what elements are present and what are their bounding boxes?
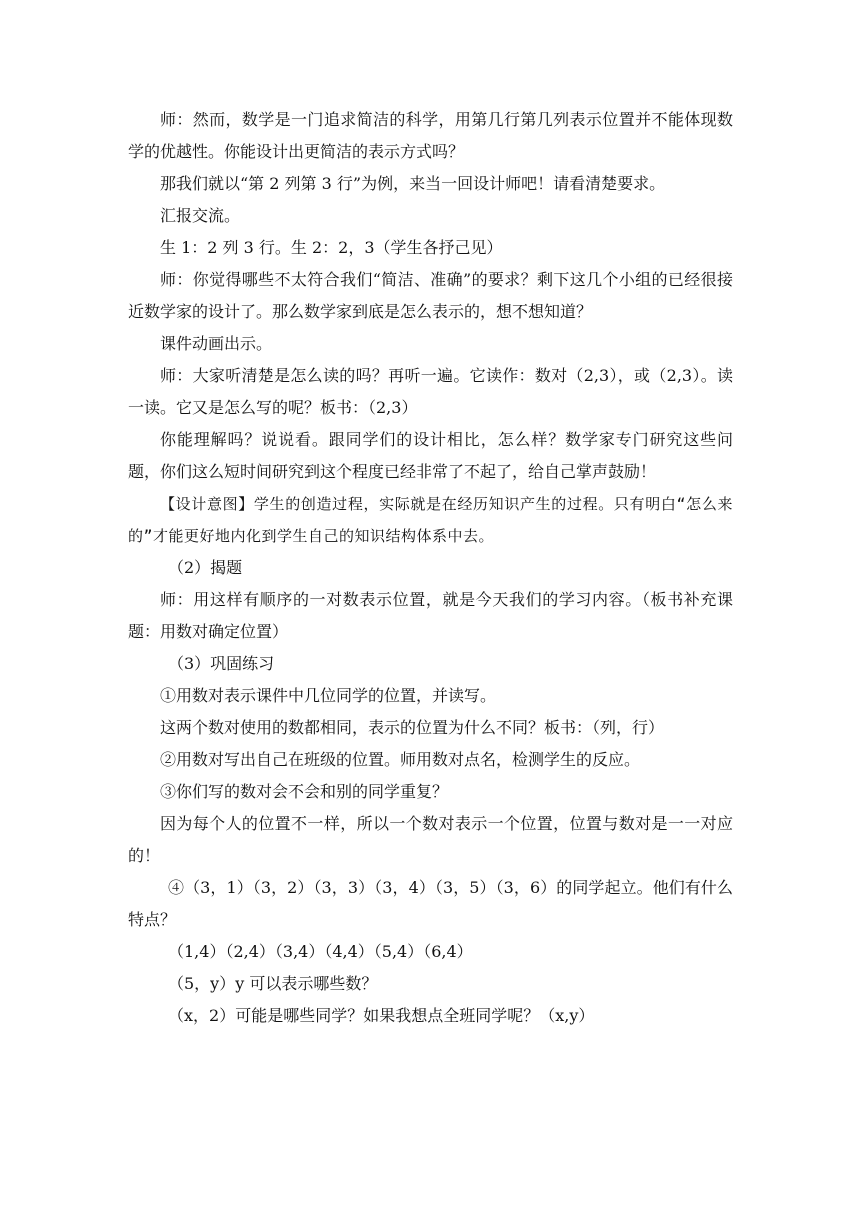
document-body	[128, 104, 733, 1032]
paragraph-animation: 课件动画出示。	[160, 334, 273, 353]
paragraph-topic-heading: （2）揭题	[168, 558, 243, 577]
paragraph-design-intent: 【设计意图】学生的创造过程，实际就是在经历知识产生的过程。只有明白“怎么来的”才能更好地内化到学生自己的知识结构体系中去。	[128, 495, 733, 545]
paragraph-practice-heading: （3）巩固练习	[168, 654, 275, 673]
paragraph-pair-list: （1,4）（2,4）（3,4）（4,4）（5,4）（6,4）	[168, 942, 473, 961]
paragraph-practice-4: ④（3，1）（3，2）（3，3）（3，4）（3，5）（3，6）的同学起立。他们有什么特点？	[128, 878, 733, 929]
paragraph-topic: 师：用这样有顺序的一对数表示位置，就是今天我们的学习内容。（板书补充课题：用数对确定位置）	[128, 590, 733, 641]
paragraph-report: 汇报交流。	[160, 206, 241, 225]
paragraph-practice-1: ①用数对表示课件中几位同学的位置，并读写。	[160, 686, 497, 705]
paragraph-reading-pair: 师：大家听清楚是怎么读的吗？再听一遍。它读作：数对（2,3），或（2,3）。读一读。它又是怎么写的呢？板书：（2,3）	[128, 366, 733, 417]
paragraph-practice-3: ③你们写的数对会不会和别的同学重复？	[160, 782, 449, 801]
paragraph-practice-2: ②用数对写出自己在班级的位置。师用数对点名，检测学生的反应。	[160, 750, 641, 769]
paragraph-variable-y: （5，y）y 可以表示哪些数？	[168, 974, 378, 993]
paragraph-design-task: 那我们就以“第 2 列第 3 行”为例，来当一回设计师吧！请看清楚要求。	[160, 174, 666, 193]
paragraph-teacher-question: 师：你觉得哪些不太符合我们“简洁、准确”的要求？剩下这几个小组的已经很接近数学家的设计了。那么数学家到底是怎么表示的，想不想知道？	[128, 270, 733, 321]
paragraph-understanding: 你能理解吗？说说看。跟同学们的设计相比，怎么样？数学家专门研究这些问题，你们这么短时间研究到这个程度已经非常了不起了，给自己掌声鼓励！	[128, 430, 733, 481]
paragraph-pair-difference: 这两个数对使用的数都相同，表示的位置为什么不同？板书：（列，行）	[160, 718, 665, 737]
paragraph-variable-x: （x，2）可能是哪些同学？如果我想点全班同学呢？（x,y）	[168, 1006, 595, 1025]
paragraph-student-answers: 生 1：2 列 3 行。生 2：2，3（学生各抒己见）	[160, 238, 503, 257]
paragraph-teacher-simplicity: 师：然而，数学是一门追求简洁的科学，用第几行第几列表示位置并不能体现数学的优越性。你能设计出更简洁的表示方式吗？	[128, 110, 733, 161]
paragraph-one-to-one: 因为每个人的位置不一样，所以一个数对表示一个位置，位置与数对是一一对应的！	[128, 814, 733, 865]
